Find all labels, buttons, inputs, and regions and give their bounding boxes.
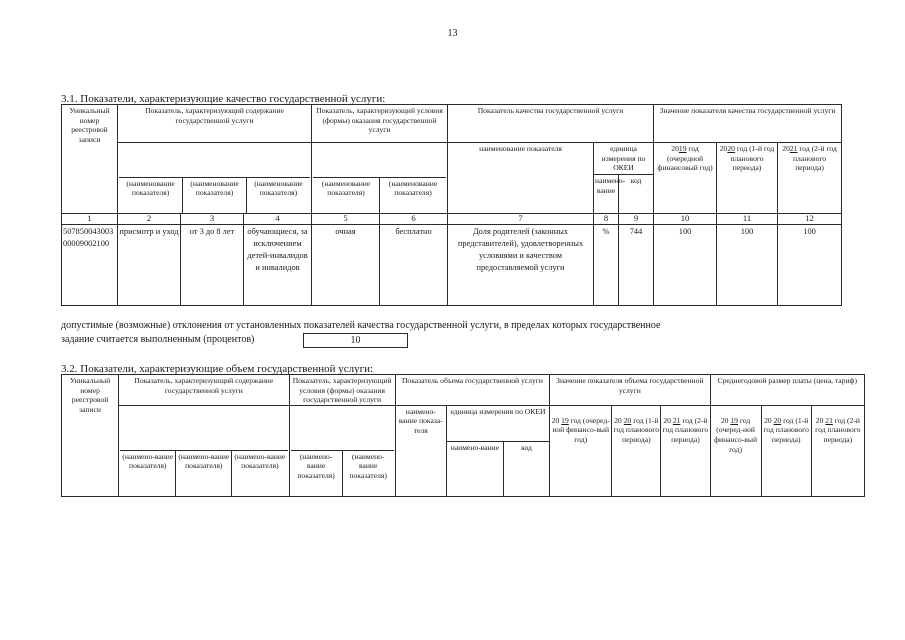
col-num-8: 8: [594, 213, 619, 224]
content-param-2: (наименование показателя): [183, 177, 247, 213]
header-conditions-indicator: Показатель, характеризующий условия (формы) оказания государственной услуги: [312, 105, 448, 143]
conditions-param-2: (наименование показателя): [380, 177, 447, 213]
content-param-1: (наименование показателя): [119, 177, 183, 213]
col-num-9: 9: [619, 213, 654, 224]
deviation-percent-box: 10: [303, 333, 408, 348]
v-header-volume-value: Значение показателя объема государственной услуги: [550, 375, 710, 406]
v-header-unit-code: код: [503, 441, 549, 496]
indicator-value: Доля родителей (законных представителей), удовлетворенных условиями и качеством предоставляемой услуги: [448, 224, 594, 305]
header-unit-code: код: [619, 175, 654, 213]
header-year-2: 2020 год (1-й год планового периода): [717, 143, 778, 213]
header-indicator-name: наименование показателя: [448, 143, 594, 213]
header-quality-indicator: Показатель качества государственной услуги: [448, 105, 654, 143]
content-param-3: (наименование показателя): [246, 177, 310, 213]
deviation-text-line1: допустимые (возможные) отклонения от установленных показателей качества государственной услуги, в пределах которых государственное: [61, 320, 661, 331]
unit-value: %: [594, 224, 619, 305]
v-header-year-1: 20 19 год (очеред-ной финансо-вый год): [550, 405, 612, 496]
volume-table: [61, 374, 865, 497]
column-numbers-row: [62, 213, 842, 224]
condition-value-1: очная: [312, 224, 380, 305]
col-num-7: 7: [448, 213, 594, 224]
registry-number: 507850043003 00009002100: [62, 224, 118, 305]
content-param-group: [118, 143, 312, 213]
header-quality-value: Значение показателя качества государственной услуги: [654, 105, 842, 143]
condition-value-2: бесплатно: [380, 224, 448, 305]
v-header-indicator-name: наимено-вание показа-теля: [395, 405, 446, 496]
col-num-12: 12: [778, 213, 842, 224]
section1-title: 3.1. Показатели, характеризующие качество государственной услуги:: [61, 93, 386, 105]
v-header-conditions-indicator: Показатель, характеризующий условия (формы) оказания государственной услуги: [289, 375, 395, 406]
col-num-11: 11: [717, 213, 778, 224]
content-value-2: от 3 до 8 лет: [181, 224, 244, 305]
content-value-3: обучающиеся, за исключением детей-инвалидов и инвалидов: [244, 224, 312, 305]
header-unit-name: наимено-вание: [594, 175, 619, 213]
v-fee-year-2: 20 20 год (1-й год планового периода): [761, 405, 811, 496]
v-fee-year-1: 20 19 год (очеред-ной финансо-вый год): [710, 405, 761, 496]
header-year-1: 2019 год (очередной финансовый год): [654, 143, 717, 213]
v-content-param-2: (наимено-вание показателя): [176, 450, 232, 496]
year3-value: 100: [778, 224, 842, 305]
deviation-text-line2: задание считается выполненным (процентов): [61, 334, 255, 345]
year1-value: 100: [654, 224, 717, 305]
table-row: [62, 224, 842, 305]
v-header-unit-name: наимено-вание: [446, 441, 503, 496]
v-content-param-3: (наимено-вание показателя): [232, 450, 288, 496]
col-num-1: 1: [62, 213, 118, 224]
v-header-unit-okei: единица измерения по ОКЕИ: [446, 405, 549, 441]
conditions-param-1: (наименование показателя): [313, 177, 380, 213]
v-content-param-1: (наимено-вание показателя): [120, 450, 176, 496]
v-conditions-param-2: (наимено-вание показателя): [342, 450, 394, 496]
page-number: 13: [447, 28, 458, 39]
col-num-10: 10: [654, 213, 717, 224]
v-header-avg-fee: Среднегодовой размер платы (цена, тариф): [710, 375, 864, 406]
header-year-3: 2021 год (2-й год планового периода): [778, 143, 842, 213]
section2-title: 3.2. Показатели, характеризующие объем государственной услуги:: [61, 363, 374, 375]
v-conditions-param-group: [289, 405, 395, 496]
col-num-3: 3: [181, 213, 244, 224]
v-fee-year-3: 20 21 год (2-й год планового периода): [811, 405, 864, 496]
v-header-year-2: 20 20 год (1-й год планового периода): [612, 405, 661, 496]
v-content-param-group: [119, 405, 289, 496]
content-value-1: присмотр и уход: [118, 224, 181, 305]
header-unique-number: Уникальный номер реестровой записи: [62, 105, 118, 214]
col-num-5: 5: [312, 213, 380, 224]
conditions-param-group: [312, 143, 448, 213]
col-num-4: 4: [244, 213, 312, 224]
v-header-year-3: 20 21 год (2-й год планового периода): [661, 405, 710, 496]
header-unit-okei: единица измерения по ОКЕИ: [594, 143, 654, 175]
v-header-content-indicator: Показатель, характеризующий содержание государственной услуги: [119, 375, 289, 406]
v-header-volume-indicator: Показатель объема государственной услуги: [395, 375, 549, 406]
quality-table: [61, 104, 842, 306]
header-content-indicator: Показатель, характеризующий содержание государственной услуги: [118, 105, 312, 143]
v-header-unique-number: Уникальный номер реестровой записи: [62, 375, 119, 497]
code-value: 744: [619, 224, 654, 305]
col-num-6: 6: [380, 213, 448, 224]
v-conditions-param-1: (наимено-вание показателя): [291, 450, 343, 496]
year2-value: 100: [717, 224, 778, 305]
col-num-2: 2: [118, 213, 181, 224]
